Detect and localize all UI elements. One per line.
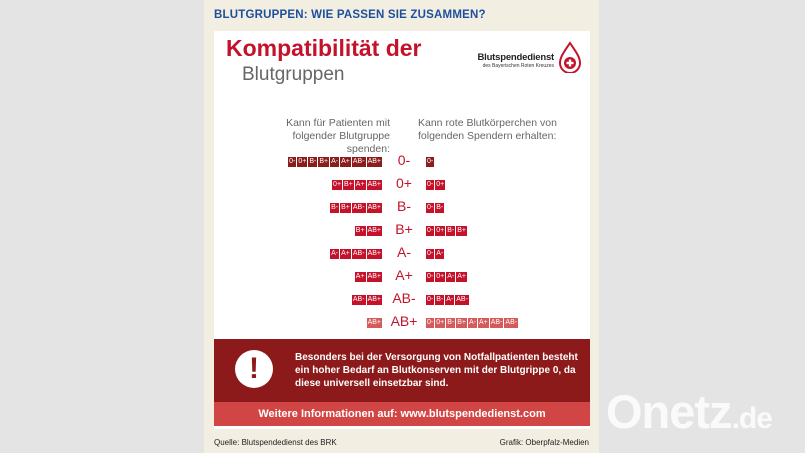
donate-cell: A+ bbox=[355, 181, 365, 188]
title-line-2: Blutgruppen bbox=[242, 64, 345, 85]
onetz-watermark bbox=[606, 384, 772, 439]
watermark-main: Onetz bbox=[606, 385, 732, 438]
blood-type-label: 0- bbox=[397, 152, 411, 168]
logo-name: Blutspendedienst bbox=[477, 52, 554, 63]
receive-cell: A- bbox=[446, 296, 454, 303]
receive-cell: 0- bbox=[427, 250, 434, 257]
blood-row bbox=[214, 290, 590, 307]
blood-row bbox=[214, 198, 590, 215]
receive-from-cells bbox=[426, 272, 467, 282]
donate-cell: B- bbox=[309, 158, 317, 165]
receive-cell: B+ bbox=[457, 227, 466, 234]
blood-row bbox=[214, 152, 590, 169]
donate-cell: AB+ bbox=[367, 296, 381, 303]
column-heading-receive: Kann rote Blutkörperchen von folgenden Spendern erhalten: bbox=[418, 117, 557, 142]
donate-cell: B+ bbox=[344, 181, 353, 188]
more-info-bar bbox=[214, 402, 590, 426]
receive-cell: B- bbox=[436, 204, 444, 211]
receive-cell: B- bbox=[447, 319, 455, 326]
receive-cell: 0- bbox=[427, 181, 434, 188]
donate-cell: AB+ bbox=[367, 319, 381, 326]
receive-cell: B- bbox=[436, 296, 444, 303]
donate-cell: A- bbox=[331, 250, 339, 257]
emergency-notice bbox=[214, 339, 590, 402]
compatibility-card bbox=[214, 31, 590, 429]
receive-cell: 0+ bbox=[436, 273, 445, 280]
blood-type-label: B- bbox=[397, 198, 411, 214]
donate-to-cells bbox=[355, 272, 382, 282]
donate-to-cells bbox=[330, 203, 382, 213]
donate-cell: AB- bbox=[352, 158, 365, 165]
brk-logo-text bbox=[468, 52, 554, 69]
receive-from-cells bbox=[426, 180, 445, 190]
receive-from-cells bbox=[426, 203, 444, 213]
receive-cell: B+ bbox=[457, 319, 466, 326]
blood-type-label: 0+ bbox=[396, 175, 412, 191]
donate-cell: AB+ bbox=[367, 158, 381, 165]
more-info-link[interactable]: Weitere Informationen auf: www.blutspendedienst.com bbox=[258, 408, 546, 420]
donate-cell: AB+ bbox=[367, 227, 381, 234]
donate-cell: AB+ bbox=[367, 181, 381, 188]
donate-cell: B+ bbox=[355, 227, 365, 234]
receive-cell: 0- bbox=[427, 273, 434, 280]
donate-cell: AB- bbox=[352, 204, 365, 211]
blood-type-label: AB+ bbox=[390, 313, 418, 329]
receive-cell: 0- bbox=[427, 296, 434, 303]
receive-cell: A+ bbox=[478, 319, 488, 326]
donate-to-cells bbox=[367, 318, 382, 328]
receive-cell: A- bbox=[468, 319, 476, 326]
donate-to-cells bbox=[352, 295, 382, 305]
receive-cell: 0- bbox=[427, 319, 434, 326]
blood-drop-cross-icon bbox=[558, 41, 582, 73]
donate-cell: AB- bbox=[352, 296, 365, 303]
blood-type-label: A- bbox=[397, 244, 411, 260]
logo-subtitle: des Bayerischen Roten Kreuzes bbox=[482, 63, 554, 69]
blood-type-label: A+ bbox=[395, 267, 413, 283]
blood-type-label: B+ bbox=[395, 221, 413, 237]
receive-from-cells bbox=[426, 249, 444, 259]
donate-cell: A+ bbox=[355, 273, 365, 280]
exclamation-icon: ! bbox=[235, 350, 273, 388]
title-line-1: Kompatibilität der bbox=[226, 35, 422, 61]
receive-cell: 0- bbox=[427, 204, 434, 211]
donate-cell: B- bbox=[331, 204, 339, 211]
receive-cell: AB- bbox=[456, 296, 468, 303]
blood-row bbox=[214, 267, 590, 284]
donate-cell: B+ bbox=[341, 204, 350, 211]
receive-cell: B- bbox=[447, 227, 455, 234]
receive-from-cells bbox=[426, 318, 518, 328]
donate-cell: AB+ bbox=[367, 273, 381, 280]
donate-cell: AB- bbox=[352, 250, 365, 257]
donate-to-cells bbox=[332, 180, 382, 190]
receive-cell: A+ bbox=[457, 273, 466, 280]
receive-cell: 0+ bbox=[436, 227, 445, 234]
notice-text: Besonders bei der Versorgung von Notfallpatienten besteht ein hoher Bedarf an Blutkonserven mit der Blutgrippe 0, da diese universell einsetzbar sind. bbox=[295, 352, 578, 389]
donate-cell: AB+ bbox=[367, 204, 381, 211]
receive-cell: AB- bbox=[505, 319, 518, 326]
donate-to-cells bbox=[330, 249, 382, 259]
receive-cell: A- bbox=[447, 273, 455, 280]
receive-from-cells bbox=[426, 157, 434, 167]
receive-cell: 0- bbox=[427, 227, 434, 234]
donate-cell: B+ bbox=[319, 158, 329, 165]
infographic-panel bbox=[204, 0, 599, 453]
receive-cell: 0+ bbox=[436, 181, 445, 188]
donate-cell: AB+ bbox=[367, 250, 381, 257]
donate-cell: 0+ bbox=[298, 158, 307, 165]
receive-cell: A- bbox=[436, 250, 444, 257]
receive-from-cells bbox=[426, 295, 469, 305]
receive-cell: 0- bbox=[427, 158, 434, 165]
column-heading-donate: Kann für Patienten mit folgender Blutgruppe spenden: bbox=[286, 117, 390, 155]
receive-cell: 0+ bbox=[436, 319, 445, 326]
blood-row bbox=[214, 175, 590, 192]
receive-cell: AB- bbox=[490, 319, 503, 326]
donate-cell: A+ bbox=[341, 158, 350, 165]
watermark-tld: .de bbox=[731, 402, 772, 435]
receive-from-cells bbox=[426, 226, 467, 236]
donate-cell: 0+ bbox=[333, 181, 342, 188]
donate-to-cells bbox=[288, 157, 382, 167]
donate-cell: 0- bbox=[289, 158, 296, 165]
blood-row bbox=[214, 244, 590, 261]
credit-caption: Grafik: Oberpfalz-Medien bbox=[499, 438, 589, 447]
source-caption: Quelle: Blutspendedienst des BRK bbox=[214, 438, 337, 447]
blood-row bbox=[214, 221, 590, 238]
donate-cell: A+ bbox=[341, 250, 350, 257]
donate-to-cells bbox=[355, 226, 382, 236]
blood-type-label: AB- bbox=[392, 290, 416, 306]
blood-row bbox=[214, 313, 590, 330]
infographic-header: BLUTGRUPPEN: WIE PASSEN SIE ZUSAMMEN? bbox=[214, 9, 486, 21]
donate-cell: A- bbox=[331, 158, 339, 165]
